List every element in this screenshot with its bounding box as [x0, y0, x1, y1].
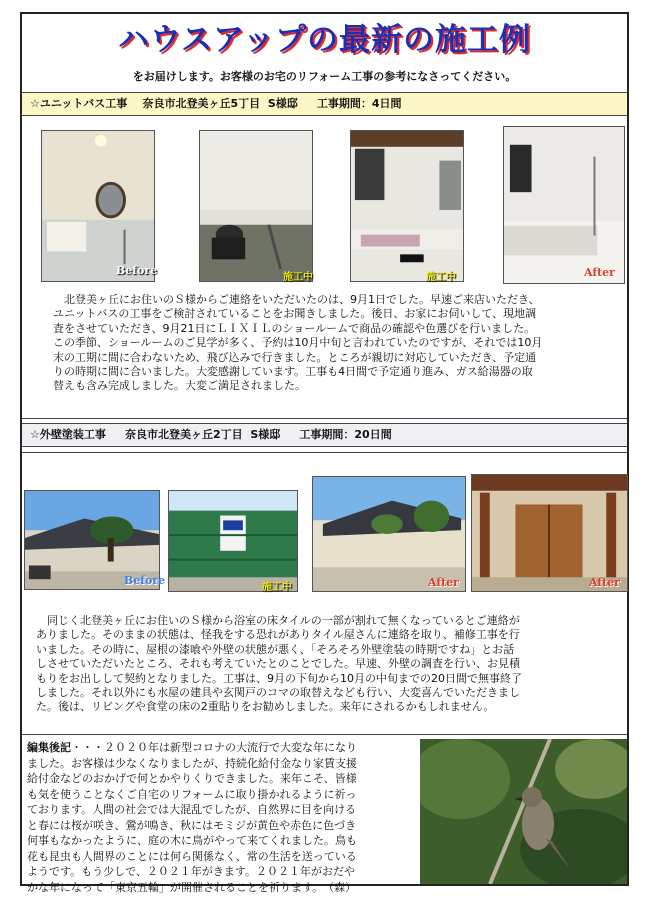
photo-entrance-after	[471, 474, 628, 592]
label-during-1: 施工中	[283, 272, 313, 283]
photo-bath-after	[503, 126, 625, 284]
photo-bird	[420, 739, 627, 884]
label-after-2: After	[428, 576, 459, 589]
divider-3	[22, 734, 627, 735]
divider-2	[22, 452, 627, 453]
postscript-heading: 編集後記	[27, 741, 71, 754]
photo-bath-during-2	[350, 130, 464, 282]
page-subtitle: をお届けします。お客様のお宅のリフォーム工事の参考になさってください。	[132, 70, 517, 83]
label-before-1: Before	[116, 264, 158, 277]
photo-house-after	[312, 476, 466, 592]
photo-bath-during-1	[199, 130, 313, 282]
divider-1	[22, 418, 627, 419]
section1-paragraph: 北登美ヶ丘にお住いのＳ様からご連絡をいただいたのは、9月1日でした。早速ご来店いただき、 ユニットバスの工事をご検討されていることをお聞きしました。後日、お家にお伺いして、現地調 査をさせていただき、9月21日にＬＩＸＩＬのショールームで商品の確認や色選びを行いました。 この季節、ショールームのご見学が多く、予約は10月中旬と言われていたのですが、それでは10月 末の工期に間に合わないため、飛び込みで行きました。ところが親切に対応していただき、予定通 りの時期に間に合いました。大変感謝しています。工事も4日間で予定通り進み、ガス給湯器の取 替えも含み完成しました。大変ご満足されました。	[53, 293, 543, 393]
label-during-3: 施工中	[262, 582, 292, 593]
section2-paragraph: 同じく北登美ヶ丘にお住いのＳ様から浴室の床タイルの一部が割れて無くなっているとご連絡が ありました。そのままの状態は、怪我をする恐れがありタイル屋さんに連絡を取り、補修工事を行 いました。その時に、屋根の漆喰や外壁の状態が悪く、「そろそろ外壁塗装の時期ですね」とお話 しさせていただいたところ、それも考えていたとのことでした。早速、外壁の調査を行い、お見積 もりをお出しして契約となりました。工事は、9月の下旬から10月の中旬までの20日間で無事終了 しました。それ以外にも水屋の建具や玄関戸のコマの取替えなども行い、大変喜んでいただきまし た。後は、リビングや食堂の床の2重貼りをお勧めしました。来年にされるかもしれません。	[36, 614, 522, 714]
photo-house-scaffold	[168, 490, 298, 592]
section-heading-unit-bath: ☆ユニットバス工事 奈良市北登美ヶ丘5丁目 S様邸 工事期間：4日間	[22, 92, 627, 116]
label-after-1: After	[584, 266, 615, 279]
postscript-body: ました。お客様は少なくなりましたが、持続化給付金なり家賃支援 給付金などのおかげで何とかやりくりできました。来年こそ、皆様 も気を使うことなくご自宅のリフォームに取り掛かれるように祈っ ております。人間の社会では大混乱でしたが、自然界に目を向ける と春には桜が咲き、鶯が鳴き、秋にはモミジが黄色や赤色に色づき 何事もなかったように、庭の木に鳥がやって来てくれました。鳥も 花も昆虫も人間界のことには何ら関係なく、常の生活を送っている ようです。もう少しで、２０２１年がきます。２０２１年がおだや かな年になって「東京五輪」が開催されることを祈ります。 （森）	[27, 756, 357, 894]
label-during-2: 施工中	[426, 272, 456, 283]
photo-bath-before	[41, 130, 158, 282]
label-before-2: Before	[124, 574, 166, 587]
label-after-3: After	[589, 576, 620, 589]
page-title: ハウスアップの最新の施工例	[118, 22, 531, 58]
section-heading-exterior-paint: ☆外壁塗装工事 奈良市北登美ヶ丘2丁目 S様邸 工事期間：20日間	[22, 423, 627, 447]
postscript-text	[27, 740, 357, 895]
postscript-lead: ・・・２０２０年は新型コロナの大流行で大変な年になり	[71, 741, 357, 754]
